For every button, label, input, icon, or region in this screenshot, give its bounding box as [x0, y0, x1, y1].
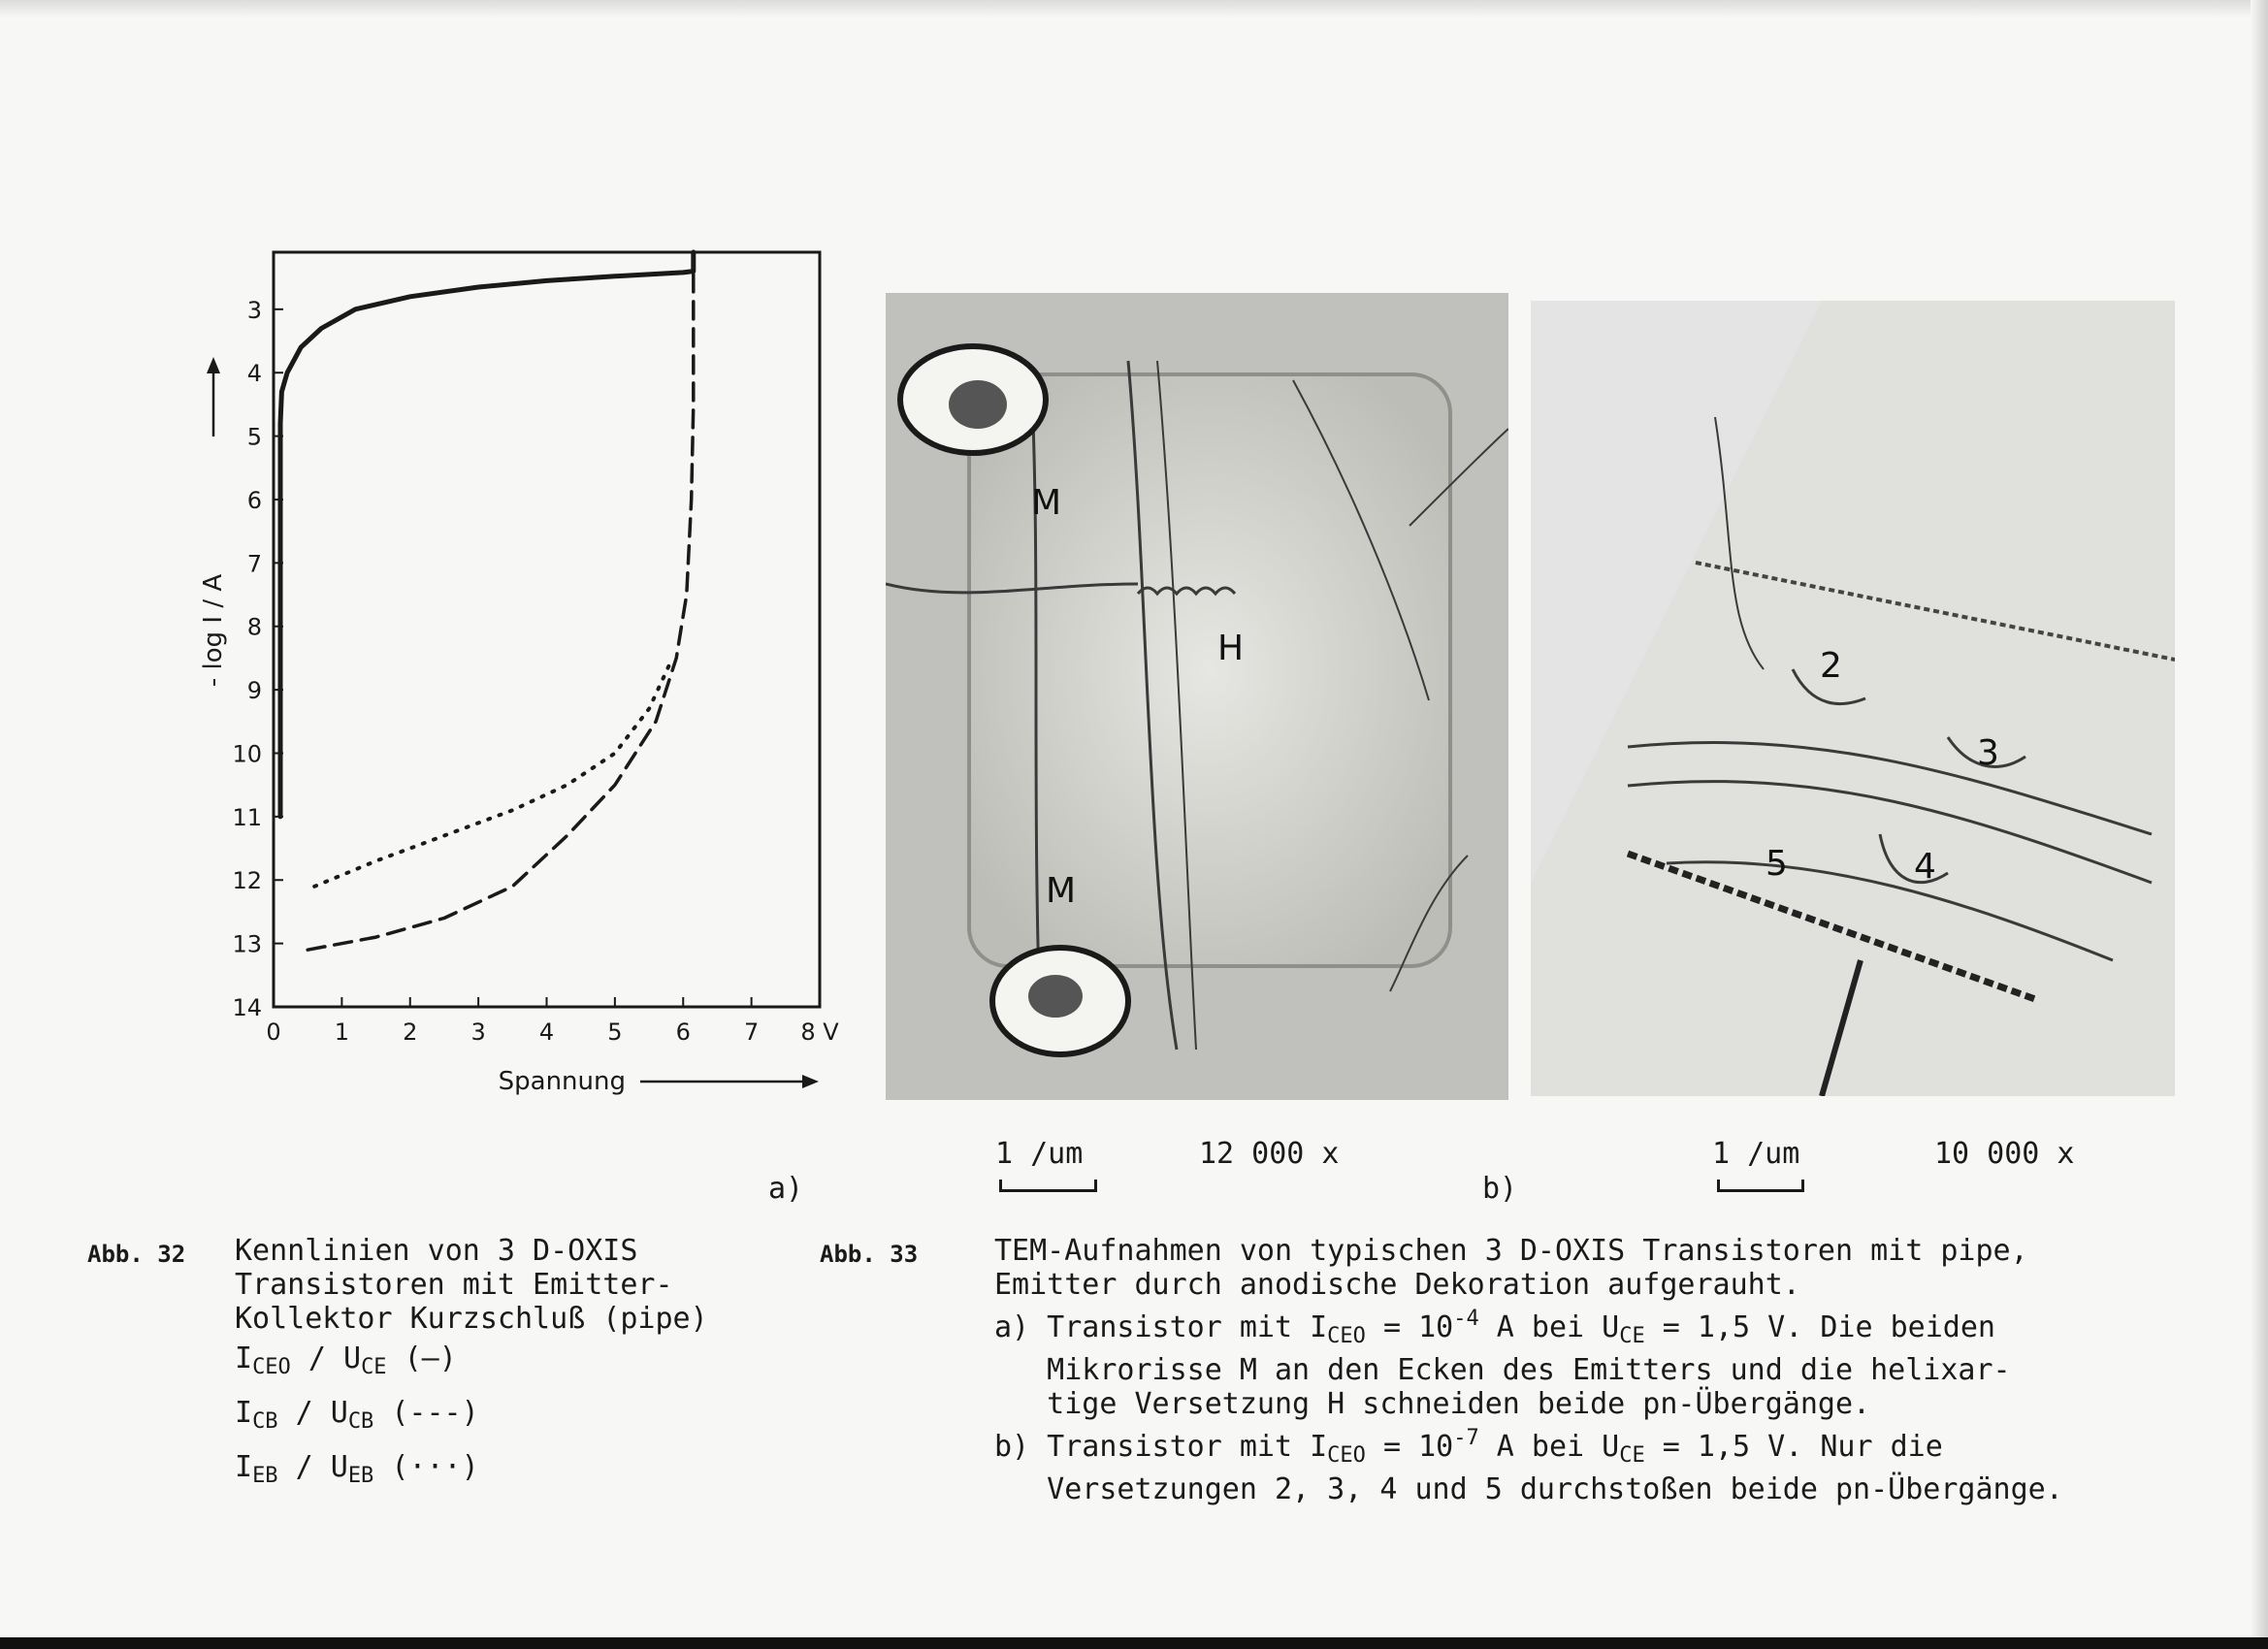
text-sup: -4	[1453, 1307, 1479, 1331]
y-axis-arrow	[207, 357, 220, 436]
y-tick-label: 4	[246, 360, 262, 388]
legend-voltage-sub: EB	[347, 1464, 374, 1488]
x-tick-label: 1	[334, 1018, 350, 1046]
text-run: = 1,5 V. Die beiden	[1644, 1310, 1995, 1344]
caption-33-line: Emitter durch anodische Dekoration aufgerauht.	[994, 1268, 1800, 1302]
tem-photo-b	[1531, 301, 2175, 1096]
panel-label-b: b)	[1482, 1172, 1518, 1206]
label-dislocation-5: 5	[1766, 844, 1788, 884]
caption-33-line: TEM-Aufnahmen von typischen 3 D-OXIS Transistoren mit pipe,	[994, 1234, 2028, 1268]
legend-sep: /	[290, 1342, 343, 1375]
legend-style: (···)	[373, 1450, 479, 1484]
tem-photo-a	[886, 293, 1508, 1100]
y-tick-label: 12	[232, 867, 262, 895]
caption-32-number: Abb. 32	[87, 1241, 186, 1268]
y-tick-label: 6	[246, 486, 262, 514]
legend-current-sub: CEO	[252, 1355, 291, 1379]
y-tick-label: 5	[246, 423, 262, 451]
y-axis-label: - log I / A	[199, 573, 228, 688]
scale-bar-b	[1717, 1180, 1804, 1192]
y-tick-label: 13	[232, 930, 262, 958]
text-run: a) Transistor mit I	[994, 1310, 1328, 1344]
legend-voltage-sub: CB	[347, 1409, 374, 1434]
caption-32-line: Kennlinien von 3 D-OXIS	[235, 1234, 638, 1268]
x-axis-arrow	[640, 1075, 819, 1088]
text-run: A bei U	[1478, 1310, 1620, 1344]
series-line-dashed	[308, 272, 694, 951]
x-tick-label: 0	[266, 1018, 281, 1046]
y-tick-label: 10	[232, 740, 262, 768]
text-sub: CE	[1619, 1324, 1645, 1348]
label-m-top: M	[1031, 483, 1062, 523]
panel-label-a: a)	[768, 1172, 804, 1206]
scale-bar-a	[999, 1180, 1097, 1192]
caption-33-line: Versetzungen 2, 3, 4 und 5 durchstoßen beide pn-Übergänge.	[994, 1472, 2063, 1506]
legend-sep: /	[277, 1396, 331, 1430]
text-sup: -7	[1453, 1426, 1479, 1450]
scale-text-b: 1 /um	[1712, 1137, 1800, 1171]
caption-33-item-a	[994, 1302, 2063, 1353]
label-dislocation-2: 2	[1820, 646, 1842, 686]
text-sub: CEO	[1327, 1324, 1366, 1348]
x-tick-label: 4	[538, 1018, 555, 1046]
x-tick-label: 6	[675, 1018, 691, 1046]
legend-current: I	[235, 1342, 253, 1375]
legend-voltage: U	[343, 1342, 362, 1375]
caption-33-item-b	[994, 1421, 2063, 1472]
scan-edge-bottom	[0, 1637, 2268, 1649]
legend-voltage: U	[330, 1396, 348, 1430]
text-run: = 10	[1365, 1430, 1454, 1464]
y-tick-label: 8	[246, 613, 262, 641]
text-sub: CEO	[1327, 1443, 1366, 1468]
scan-edge-right	[2251, 0, 2268, 1649]
legend-current: I	[235, 1396, 253, 1430]
text-run: = 1,5 V. Nur die	[1644, 1430, 1943, 1464]
caption-33-line: Mikrorisse M an den Ecken des Emitters und die helixar-	[994, 1353, 2011, 1387]
legend-voltage: U	[330, 1450, 348, 1484]
label-m-bottom: M	[1046, 871, 1077, 911]
legend-voltage-sub: CE	[361, 1355, 387, 1379]
y-tick-label: 3	[246, 296, 262, 324]
microcrack-bottom	[992, 948, 1128, 1054]
legend-ceo	[235, 1342, 708, 1384]
magnification-b: 10 000 x	[1934, 1137, 2075, 1171]
x-axis-label: Spannung	[498, 1067, 626, 1096]
label-h: H	[1217, 629, 1245, 668]
y-tick-label: 14	[232, 994, 262, 1021]
legend-current-sub: CB	[252, 1409, 278, 1434]
y-tick-label: 7	[246, 550, 262, 578]
label-dislocation-3: 3	[1977, 733, 1999, 773]
magnification-a: 12 000 x	[1199, 1137, 1340, 1171]
caption-32-line: Kollektor Kurzschluß (pipe)	[235, 1302, 708, 1336]
x-tick-label: 8 V	[800, 1018, 839, 1046]
text-run: = 10	[1365, 1310, 1454, 1344]
characteristic-curves-chart	[184, 233, 844, 1106]
caption-33-line: tige Versetzung H schneiden beide pn-Übergänge.	[994, 1387, 1871, 1421]
text-sub: CE	[1619, 1443, 1645, 1468]
microcrack-top	[900, 346, 1046, 453]
scan-edge-top	[0, 0, 2268, 17]
legend-style: (---)	[373, 1396, 479, 1430]
legend-cb	[235, 1396, 708, 1439]
legend-current-sub: EB	[252, 1464, 278, 1488]
x-tick-label: 2	[403, 1018, 418, 1046]
caption-32-line: Transistoren mit Emitter-	[235, 1268, 673, 1302]
legend-eb	[235, 1450, 708, 1493]
legend-sep: /	[277, 1450, 331, 1484]
label-dislocation-4: 4	[1914, 847, 1936, 887]
caption-33-number: Abb. 33	[820, 1241, 919, 1268]
scale-text-a: 1 /um	[995, 1137, 1084, 1171]
legend-style: (—)	[386, 1342, 457, 1375]
plot-frame	[274, 252, 820, 1007]
series-line-dotted	[314, 664, 669, 887]
x-tick-label: 3	[470, 1018, 486, 1046]
x-tick-label: 5	[607, 1018, 623, 1046]
x-tick-label: 7	[743, 1018, 760, 1046]
y-tick-label: 11	[232, 803, 262, 831]
legend-current: I	[235, 1450, 253, 1484]
series-line-solid	[280, 252, 694, 817]
text-run: A bei U	[1478, 1430, 1620, 1464]
y-tick-label: 9	[246, 677, 262, 705]
text-run: b) Transistor mit I	[994, 1430, 1328, 1464]
